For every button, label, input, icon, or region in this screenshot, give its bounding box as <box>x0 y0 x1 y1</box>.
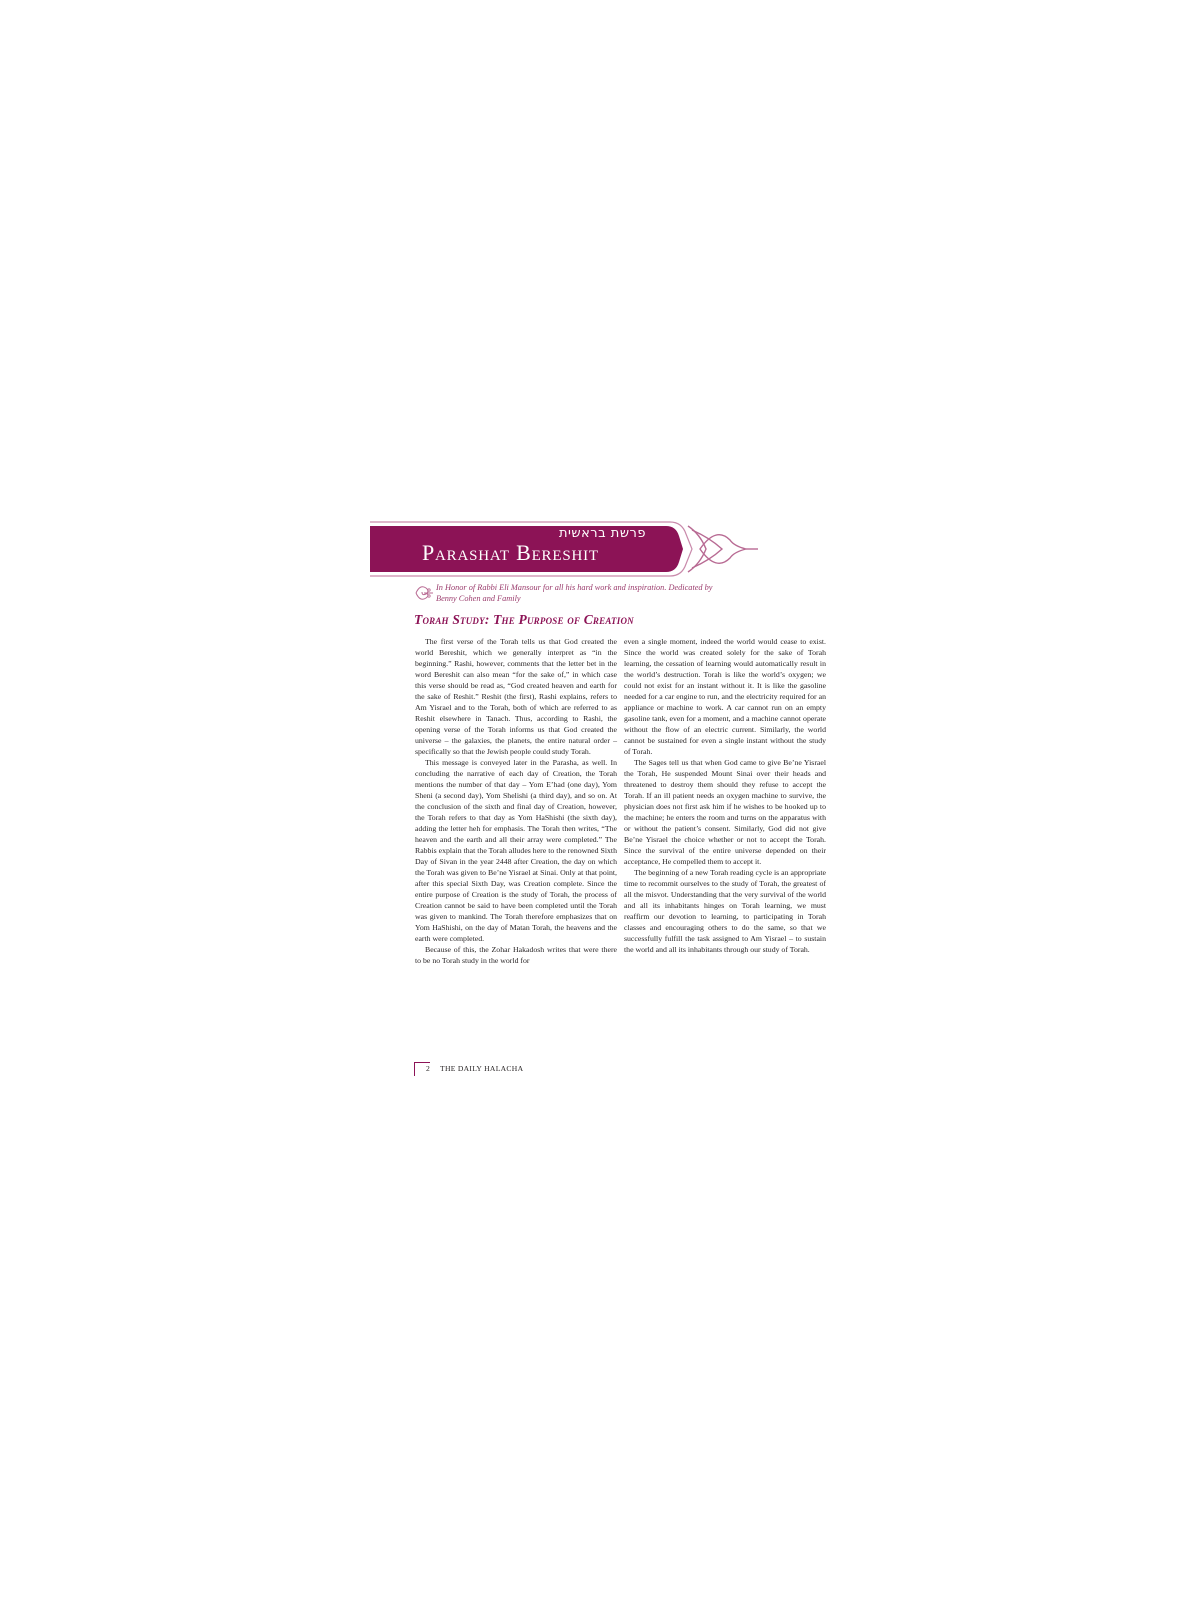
article-column-right <box>624 636 826 955</box>
banner-hebrew-title: פרשת בראשית <box>558 526 646 541</box>
banner-title: Parashat Bereshit <box>422 540 599 565</box>
dedication-text: In Honor of Rabbi Eli Mansour for all his hard work and inspiration. Dedicated by Benny Cohen and Family <box>436 583 713 603</box>
article-paragraph: The beginning of a new Torah reading cycle is an appropriate time to recommit ourselves to the study of Torah, the greatest of all the misvot. Understanding that the very survival of the world and all its inhabitants hinges on Torah learning, we must reaffirm our devotion to learning, to participating in Torah classes and encouraging others to do the same, so that we successfully fulfill the task assigned to Am Yisrael – to sustain the world and all its inhabitants through our study of Torah. <box>624 868 826 954</box>
article-paragraph-continued: even a single moment, indeed the world would cease to exist. Since the world was created solely for the sake of Torah learning, the cessation of learning would automatically result in the world’s destruction. Torah is like the world’s oxygen; we could not exist for an instant without it. It is like the gasoline needed for a car engine to run, and the electricity required for an appliance or machine to work. A car cannot run on an empty gasoline tank, even for a moment, and a machine cannot operate without the flow of an electric current. Similarly, the world cannot be sustained for even a single instant without the study of Torah. <box>624 637 826 756</box>
article-paragraph: Because of this, the Zohar Hakadosh writes that were there to be no Torah study in the world for <box>415 945 617 965</box>
parasha-banner <box>370 520 758 578</box>
article-title: Torah Study: The Purpose of Creation <box>414 612 634 627</box>
publication-name: THE DAILY HALACHA <box>440 1064 524 1073</box>
flourish-icon <box>414 582 434 604</box>
article-column-left <box>415 636 617 966</box>
article-paragraph: The Sages tell us that when God came to give Be’ne Yisrael the Torah, He suspended Mount Sinai over their heads and threatened to destroy them should they refuse to accept the Torah. If an ill patient needs an oxygen machine to survive, the physician does not first ask him if he wishes to be hooked up to the machine; he enters the room and turns on the apparatus with or without the patient’s consent. Similarly, God did not give Be’ne Yisrael the choice whether or not to accept the Torah. Since the survival of the entire universe depended on their acceptance, He compelled them to accept it. <box>624 758 826 866</box>
article-paragraph: This message is conveyed later in the Parasha, as well. In concluding the narrative of each day of Creation, the Torah mentions the number of that day – Yom E’had (one day), Yom Sheni (a second day), Yom Shelishi (a third day), and so on. At the conclusion of the sixth and final day of Creation, however, the Torah refers to that day as Yom HaShishi (the sixth day), adding the letter heh for emphasis. The Torah then writes, “The heaven and the earth and all their array were completed.” The Rabbis explain that the Torah alludes here to the renowned Sixth Day of Sivan in the year 2448 after Creation, the day on which the Torah was given to Be’ne Yisrael at Sinai. Only at that point, after this special Sixth Day, was Creation complete. Since the entire purpose of Creation is the study of Torah, the process of Creation cannot be said to have been completed until the Torah was given to mankind. The Torah therefore emphasizes that on Yom HaShishi, on the day of Matan Torah, the heavens and the earth were completed. <box>415 758 617 943</box>
page-number: 2 <box>426 1064 431 1073</box>
footer-rule <box>414 1062 415 1076</box>
footer-rule <box>414 1062 430 1063</box>
article-paragraph: The first verse of the Torah tells us that God created the world Bereshit, which we generally interpret as “in the beginning.” Rashi, however, comments that the letter bet in the word Bereshit can also mean “for the sake of,” in which case this verse should be read as, “God created heaven and earth for the sake of Reshit.” Reshit (the first), Rashi explains, refers to Am Yisrael and to the Torah, both of which are referred to as Reshit elsewhere in Tanach. Thus, according to Rashi, the opening verse of the Torah informs us that God created the universe – the galaxies, the planets, the entire natural order – specifically so that the Jewish people could study Torah. <box>415 637 617 756</box>
